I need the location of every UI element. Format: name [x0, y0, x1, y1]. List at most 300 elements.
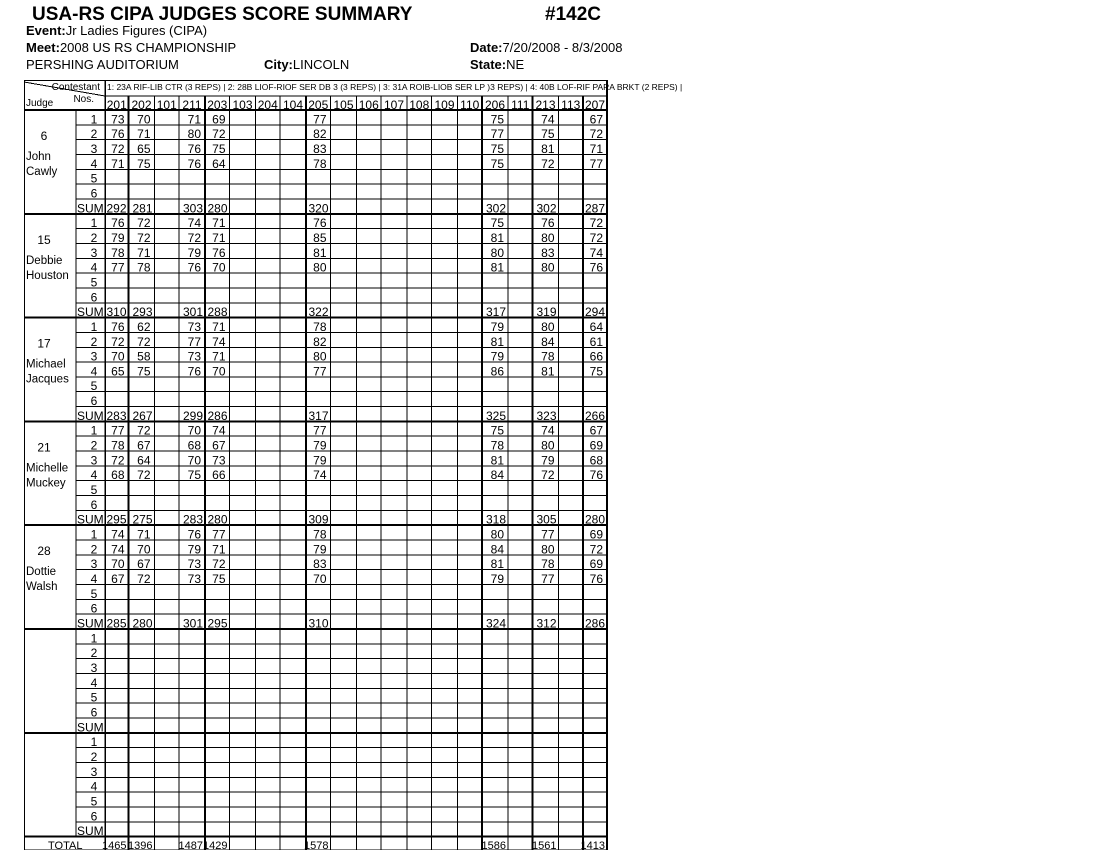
score-cell: 72 — [137, 468, 151, 483]
sum-cell: 283 — [106, 408, 127, 423]
sum-cell: 319 — [536, 305, 557, 320]
contestant-number: 113 — [561, 98, 581, 112]
score-cell: 80 — [541, 438, 555, 453]
score-cell: 81 — [313, 245, 327, 260]
score-cell: 75 — [490, 141, 504, 156]
sum-cell: 320 — [308, 201, 329, 216]
score-cell: 76 — [589, 260, 603, 275]
score-cell: 70 — [111, 557, 125, 572]
state-line — [470, 57, 524, 72]
sum-cell: 303 — [182, 201, 203, 216]
city-value: LINCOLN — [292, 57, 350, 72]
sum-cell: 317 — [308, 408, 329, 423]
sum-cell: 266 — [584, 408, 605, 423]
score-cell: 78 — [111, 245, 125, 260]
date-line — [470, 40, 623, 55]
score-cell: 77 — [541, 527, 555, 542]
score-cell: 76 — [313, 216, 327, 231]
rep-number: 1 — [90, 216, 98, 231]
score-cell: 70 — [137, 542, 151, 557]
score-cell: 74 — [589, 245, 603, 260]
score-cell: 77 — [313, 364, 327, 379]
score-cell: 72 — [589, 542, 603, 557]
state-value: NE — [506, 57, 525, 72]
sum-cell: 299 — [182, 408, 203, 423]
sum-cell: 305 — [536, 512, 557, 527]
contestant-number: 104 — [282, 98, 304, 112]
sum-label: SUM — [77, 408, 104, 423]
contestant-number: 109 — [434, 98, 455, 112]
score-cell: 79 — [541, 453, 555, 468]
score-cell: 72 — [137, 423, 151, 438]
rep-number: 2 — [90, 749, 98, 764]
rep-number: 2 — [90, 646, 98, 661]
sum-cell: 275 — [132, 512, 153, 527]
score-cell: 69 — [212, 112, 226, 127]
score-cell: 71 — [212, 542, 226, 557]
score-cell: 58 — [137, 349, 151, 364]
rep-number: 4 — [90, 779, 98, 794]
rep-number: 4 — [90, 364, 98, 379]
sum-cell: 280 — [132, 616, 153, 631]
report-title: USA-RS CIPA JUDGES SCORE SUMMARY — [32, 4, 413, 25]
contestant-number: 108 — [409, 98, 430, 112]
rep-number: 1 — [90, 112, 98, 127]
score-cell: 80 — [490, 527, 504, 542]
rep-number: 6 — [90, 809, 98, 824]
sum-cell: 293 — [132, 305, 153, 320]
score-cell: 70 — [137, 112, 151, 127]
meet-label: Meet: — [26, 40, 60, 55]
score-cell: 77 — [490, 127, 504, 142]
contestant-number: 204 — [257, 98, 278, 112]
score-cell: 72 — [541, 156, 555, 171]
score-cell: 74 — [111, 527, 125, 542]
sum-cell: 285 — [106, 616, 127, 631]
date-value: 7/20/2008 - 8/3/2008 — [502, 40, 623, 55]
score-cell: 71 — [137, 527, 151, 542]
score-cell: 76 — [541, 216, 555, 231]
score-cell: 75 — [490, 112, 504, 127]
score-cell: 83 — [313, 557, 327, 572]
contestant-header: Contestant — [51, 82, 100, 93]
score-cell: 69 — [589, 527, 603, 542]
score-cell: 78 — [490, 438, 504, 453]
rep-number: 5 — [90, 275, 98, 290]
total-cell: 1578 — [304, 840, 329, 850]
total-cell: 1586 — [481, 840, 506, 850]
sum-cell: 310 — [308, 616, 329, 631]
score-cell: 71 — [111, 156, 125, 171]
score-cell: 72 — [589, 216, 603, 231]
score-cell: 80 — [541, 542, 555, 557]
score-cell: 76 — [111, 127, 125, 142]
score-cell: 75 — [137, 156, 151, 171]
sum-cell: 312 — [536, 616, 557, 631]
score-cell: 74 — [212, 423, 226, 438]
score-cell: 79 — [490, 572, 504, 587]
score-cell: 66 — [212, 468, 226, 483]
score-cell: 80 — [541, 260, 555, 275]
rep-number: 3 — [90, 764, 98, 779]
rep-number: 4 — [90, 572, 98, 587]
rep-number: 3 — [90, 660, 98, 675]
score-cell: 74 — [212, 334, 226, 349]
score-cell: 77 — [111, 260, 125, 275]
score-cell: 64 — [212, 156, 226, 171]
score-cell: 70 — [187, 423, 201, 438]
score-cell: 78 — [313, 319, 327, 334]
score-cell: 73 — [212, 453, 226, 468]
score-cell: 68 — [111, 468, 125, 483]
rep-number: 3 — [90, 557, 98, 572]
contestant-number: 103 — [232, 98, 253, 112]
rep-number: 2 — [90, 334, 98, 349]
rep-number: 6 — [90, 290, 98, 305]
sum-cell: 302 — [485, 201, 506, 216]
city-line — [264, 57, 349, 72]
rep-number: 3 — [90, 349, 98, 364]
score-cell: 81 — [541, 364, 555, 379]
score-cell: 76 — [111, 216, 125, 231]
score-cell: 78 — [541, 557, 555, 572]
score-cell: 81 — [490, 557, 504, 572]
sum-cell: 302 — [536, 201, 557, 216]
score-cell: 80 — [187, 127, 201, 142]
score-cell: 67 — [111, 572, 125, 587]
rep-number: 5 — [90, 379, 98, 394]
score-cell: 67 — [137, 438, 151, 453]
sum-label: SUM — [77, 305, 104, 320]
sum-cell: 287 — [584, 201, 605, 216]
sum-label: SUM — [77, 512, 104, 527]
sum-cell: 323 — [536, 408, 557, 423]
total-label: TOTAL — [48, 840, 83, 850]
score-cell: 83 — [541, 245, 555, 260]
rep-number: 4 — [90, 468, 98, 483]
contestant-number: 206 — [484, 98, 506, 112]
contestant-number: 207 — [584, 98, 606, 112]
judge-first-name: Michelle — [26, 462, 69, 475]
judge-first-name: Michael — [26, 358, 66, 371]
rep-number: 1 — [90, 735, 98, 750]
sum-cell: 286 — [207, 408, 228, 423]
score-cell: 76 — [589, 468, 603, 483]
score-cell: 78 — [541, 349, 555, 364]
sum-cell: 283 — [182, 512, 203, 527]
rep-number: 4 — [90, 675, 98, 690]
judge-last-name: Muckey — [26, 477, 66, 490]
score-cell: 72 — [137, 230, 151, 245]
state-label: State: — [470, 57, 507, 72]
score-cell: 80 — [313, 260, 327, 275]
score-cell: 73 — [111, 112, 125, 127]
score-cell: 61 — [589, 334, 603, 349]
contestant-number: 211 — [182, 98, 202, 112]
score-cell: 71 — [212, 216, 226, 231]
judge-header: Judge — [26, 98, 54, 109]
score-cell: 73 — [187, 572, 201, 587]
total-cell: 1429 — [203, 840, 228, 850]
score-cell: 76 — [212, 245, 226, 260]
rep-number: 2 — [90, 438, 98, 453]
score-cell: 67 — [589, 423, 603, 438]
score-cell: 72 — [187, 230, 201, 245]
score-cell: 79 — [313, 438, 327, 453]
score-cell: 77 — [187, 334, 201, 349]
rep-number: 6 — [90, 705, 98, 720]
score-cell: 81 — [490, 260, 504, 275]
score-cell: 76 — [187, 141, 201, 156]
score-cell: 76 — [111, 319, 125, 334]
contestant-number: 101 — [156, 98, 177, 112]
score-cell: 72 — [111, 334, 125, 349]
score-cell: 77 — [313, 112, 327, 127]
score-cell: 72 — [111, 141, 125, 156]
score-cell: 77 — [541, 572, 555, 587]
date-label: Date: — [470, 40, 503, 55]
rep-number: 5 — [90, 586, 98, 601]
rep-number: 1 — [90, 423, 98, 438]
rep-number: 6 — [90, 186, 98, 201]
score-cell: 74 — [541, 423, 555, 438]
score-cell: 78 — [313, 527, 327, 542]
score-cell: 71 — [187, 112, 201, 127]
score-cell: 75 — [187, 468, 201, 483]
score-cell: 72 — [541, 468, 555, 483]
rep-number: 5 — [90, 171, 98, 186]
nos-header: Nos. — [73, 94, 94, 105]
score-cell: 79 — [313, 542, 327, 557]
score-cell: 77 — [212, 527, 226, 542]
rep-number: 6 — [90, 601, 98, 616]
judge-number: 17 — [37, 336, 51, 351]
score-cell: 80 — [313, 349, 327, 364]
sum-cell: 310 — [106, 305, 127, 320]
judge-number: 28 — [37, 544, 51, 559]
judge-first-name: Debbie — [26, 254, 63, 267]
score-cell: 74 — [541, 112, 555, 127]
score-cell: 82 — [313, 127, 327, 142]
score-cell: 72 — [137, 216, 151, 231]
judge-last-name: Cawly — [26, 166, 58, 178]
score-cell: 76 — [187, 260, 201, 275]
contestant-number: 111 — [511, 98, 530, 112]
score-cell: 70 — [111, 349, 125, 364]
score-cell: 72 — [212, 557, 226, 572]
score-cell: 75 — [212, 141, 226, 156]
rep-number: 2 — [90, 230, 98, 245]
score-cell: 81 — [490, 334, 504, 349]
score-cell: 83 — [313, 141, 327, 156]
event-line — [26, 23, 207, 38]
score-cell: 75 — [137, 364, 151, 379]
score-cell: 72 — [589, 127, 603, 142]
rep-number: 3 — [90, 245, 98, 260]
score-cell: 84 — [490, 542, 504, 557]
score-cell: 79 — [187, 245, 201, 260]
total-cell: 1396 — [128, 840, 153, 850]
sum-cell: 280 — [584, 512, 605, 527]
score-cell: 81 — [490, 453, 504, 468]
score-cell: 75 — [541, 127, 555, 142]
sum-cell: 318 — [485, 512, 506, 527]
score-cell: 67 — [137, 557, 151, 572]
score-cell: 70 — [313, 572, 327, 587]
score-cell: 79 — [313, 453, 327, 468]
rep-number: 6 — [90, 394, 98, 409]
contestant-number: 202 — [131, 98, 152, 112]
score-cell: 71 — [137, 127, 151, 142]
judge-first-name: Dottie — [26, 566, 57, 579]
score-cell: 84 — [490, 468, 504, 483]
sum-cell: 280 — [207, 512, 228, 527]
score-cell: 64 — [137, 453, 151, 468]
score-cell: 80 — [541, 319, 555, 334]
sum-cell: 267 — [132, 408, 153, 423]
sum-cell: 280 — [207, 201, 228, 216]
sum-cell: 294 — [584, 305, 605, 320]
contestant-number: 110 — [460, 98, 480, 112]
meet-value: 2008 US RS CHAMPIONSHIP — [59, 40, 237, 55]
score-cell: 77 — [589, 156, 603, 171]
sum-cell: 288 — [207, 305, 228, 320]
score-cell: 71 — [212, 349, 226, 364]
score-cell: 74 — [111, 542, 125, 557]
contestant-number: 203 — [207, 98, 228, 112]
sum-cell: 286 — [584, 616, 605, 631]
total-cell: 1561 — [532, 840, 557, 850]
score-cell: 65 — [137, 141, 151, 156]
score-cell: 81 — [541, 141, 555, 156]
sum-cell: 301 — [182, 616, 203, 631]
sum-cell: 324 — [485, 616, 506, 631]
total-cell: 1465 — [102, 840, 127, 850]
judge-number: 6 — [40, 129, 48, 143]
score-cell: 67 — [589, 112, 603, 127]
judge-first-name: John — [26, 151, 51, 163]
score-cell: 73 — [187, 349, 201, 364]
rep-number: 1 — [90, 527, 98, 542]
sum-cell: 317 — [485, 305, 506, 320]
score-cell: 70 — [212, 260, 226, 275]
city-label: City: — [264, 57, 293, 72]
sum-label: SUM — [77, 201, 104, 216]
score-cell: 68 — [589, 453, 603, 468]
score-cell: 72 — [589, 230, 603, 245]
rep-number: 5 — [90, 794, 98, 809]
score-table — [24, 80, 624, 850]
score-cell: 76 — [187, 156, 201, 171]
contestant-number: 201 — [106, 98, 127, 112]
score-cell: 76 — [187, 527, 201, 542]
score-cell: 75 — [589, 364, 603, 379]
sum-label: SUM — [77, 824, 104, 839]
score-cell: 78 — [137, 260, 151, 275]
score-cell: 76 — [589, 572, 603, 587]
score-cell: 70 — [187, 453, 201, 468]
score-cell: 76 — [187, 364, 201, 379]
score-cell: 85 — [313, 230, 327, 245]
score-cell: 64 — [589, 319, 603, 334]
rep-number: 5 — [90, 690, 98, 705]
rep-number: 5 — [90, 483, 98, 498]
score-cell: 77 — [313, 423, 327, 438]
sum-cell: 309 — [308, 512, 329, 527]
rep-number: 4 — [90, 156, 98, 171]
sum-cell: 295 — [106, 512, 127, 527]
score-cell: 80 — [541, 230, 555, 245]
score-cell: 68 — [187, 438, 201, 453]
sum-cell: 281 — [132, 201, 153, 216]
sum-cell: 322 — [308, 305, 329, 320]
rep-number: 1 — [90, 631, 98, 646]
report-code: #142C — [545, 4, 601, 25]
score-cell: 84 — [541, 334, 555, 349]
contestant-number: 213 — [535, 98, 556, 112]
score-cell: 71 — [589, 141, 603, 156]
score-cell: 70 — [212, 364, 226, 379]
judge-last-name: Walsh — [26, 581, 58, 594]
event-value: Jr Ladies Figures (CIPA) — [65, 23, 208, 38]
score-cell: 71 — [137, 245, 151, 260]
rep-number: 3 — [90, 141, 98, 156]
score-cell: 72 — [137, 572, 151, 587]
score-cell: 71 — [212, 230, 226, 245]
score-cell: 66 — [589, 349, 603, 364]
judge-number: 15 — [37, 232, 51, 247]
sum-label: SUM — [77, 616, 104, 631]
score-cell: 72 — [212, 127, 226, 142]
contestant-number: 106 — [358, 98, 379, 112]
meet-line — [26, 40, 236, 55]
score-cell: 67 — [212, 438, 226, 453]
judge-number: 21 — [37, 440, 51, 455]
contestant-number: 205 — [308, 98, 329, 112]
score-cell: 78 — [313, 156, 327, 171]
rep-number: 2 — [90, 542, 98, 557]
routine-list: 1: 23A RIF-LIB CTR (3 REPS) | 2: 28B LIOF-RIOF SER DB 3 (3 REPS) | 3: 31A ROIB-LIOB SER LP )3 REPS) | 4: 40B LOF-RIF PARA BRKT (2 REPS) | — [107, 82, 683, 92]
score-cell: 74 — [313, 468, 327, 483]
score-cell: 69 — [589, 438, 603, 453]
score-cell: 74 — [187, 216, 201, 231]
score-cell: 78 — [111, 438, 125, 453]
score-cell: 72 — [111, 453, 125, 468]
rep-number: 6 — [90, 497, 98, 512]
sum-label: SUM — [77, 720, 104, 735]
score-cell: 80 — [490, 245, 504, 260]
score-cell: 65 — [111, 364, 125, 379]
score-cell: 75 — [212, 572, 226, 587]
score-cell: 79 — [490, 319, 504, 334]
total-cell: 1413 — [580, 840, 605, 850]
rep-number: 4 — [90, 260, 98, 275]
score-cell: 79 — [187, 542, 201, 557]
score-cell: 73 — [187, 319, 201, 334]
sum-cell: 325 — [485, 408, 506, 423]
event-label: Event: — [26, 23, 66, 38]
venue: PERSHING AUDITORIUM — [26, 57, 179, 72]
rep-number: 3 — [90, 453, 98, 468]
contestant-number: 107 — [383, 98, 405, 112]
score-cell: 79 — [111, 230, 125, 245]
total-cell: 1487 — [178, 840, 203, 850]
sum-cell: 301 — [182, 305, 203, 320]
score-cell: 71 — [212, 319, 226, 334]
sum-cell: 292 — [106, 201, 127, 216]
judge-last-name: Jacques — [26, 373, 69, 386]
score-cell: 73 — [187, 557, 201, 572]
